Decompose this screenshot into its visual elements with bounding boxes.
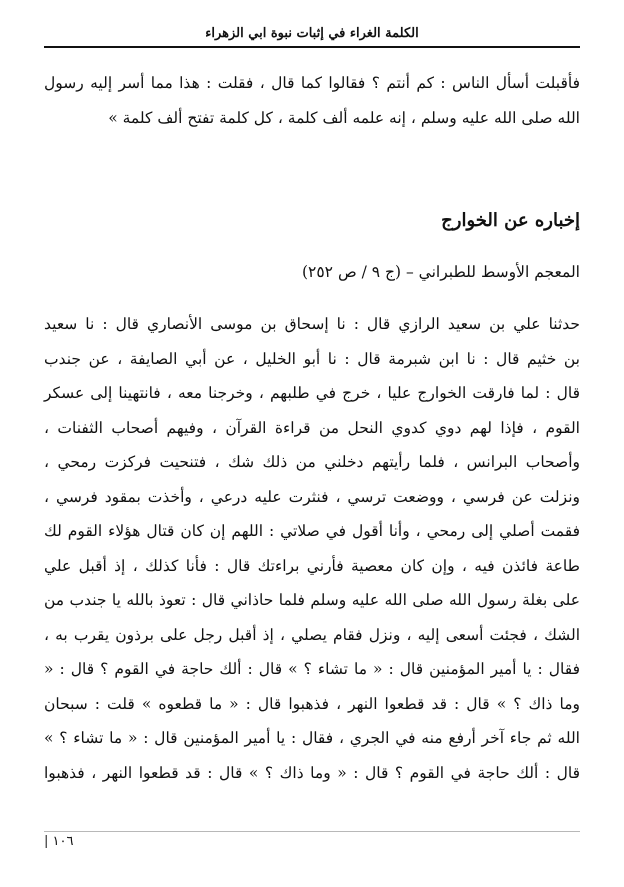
main-paragraph (44, 307, 580, 790)
text-line: حدثنا علي بن سعيد الرازي قال : نا إسحاق بن موسى الأنصاري قال : نا سعيد (44, 315, 580, 333)
source-reference: المعجم الأوسط للطبراني – (ج ٩ / ص ٢٥٢) (301, 263, 580, 281)
text-line: فقال : يا أمير المؤمنين قال : « ما تشاء ؟ » قال : ألك حاجة في القوم ؟ قال : « (44, 660, 580, 678)
text-line: الشك ، فجئت أسعى إليه ، ونزل فقام يصلي ، إذ أقبل رجل على برذون يقرب به ، (44, 625, 580, 644)
text-line: ونزلت عن فرسي ، ووضعت ترسي ، فنثرت عليه درعي ، وأخذت بمقود فرسي ، (44, 487, 581, 506)
section-heading: إخباره عن الخوارج (441, 210, 580, 231)
running-header: الكلمة الغراء في إثبات نبوة ابي الزهراء (205, 26, 419, 41)
text-line: وأصحاب البرانس ، فلما رأيتهم دخلني من ذلك شك ، فتنحيت فركزت رمحي ، (44, 453, 580, 471)
text-line: الله ثم جاء آخر أرفع منه في الجري ، فقال : يا أمير المؤمنين قال : « ما تشاء ؟ » (44, 729, 580, 747)
text-line: فقمت أصلي إلى رمحي ، وأنا أقول في صلاتي : اللهم إن كان قتال هؤلاء القوم لك (44, 522, 580, 540)
text-line: طاعة فائذن فيه ، وإن كان معصية فأرني براءتك قال : فأنا كذلك ، إذ أقبل علي (44, 556, 580, 575)
text-line: الله صلى الله عليه وسلم ، إنه علمه ألف كلمة ، كل كلمة تفتح ألف كلمة » (108, 108, 580, 127)
text-line: قال : ألك حاجة في القوم ؟ قال : « وما ذاك ؟ » قال : قد قطعوا النهر ، فذهبوا (44, 763, 580, 782)
text-line: وما ذاك ؟ » قال : قد قطعوا النهر ، فذهبوا قال : « ما قطعوه » قلت : سبحان (44, 694, 580, 713)
intro-paragraph (44, 66, 580, 135)
page-number: ١٠٦ | (44, 834, 74, 849)
footer-rule (44, 831, 580, 832)
text-line: فأقبلت أسأل الناس : كم أنتم ؟ فقالوا كما قال ، فقلت : هذا مما أسر إليه رسول (44, 74, 580, 92)
text-line: القوم ، فإذا لهم دوي كدوي النحل من قراءة القرآن ، وفيهم أصحاب الثفنات ، (44, 418, 580, 437)
text-line: على بغلة رسول الله صلى الله عليه وسلم فلما حاذاني قال : تعوذ بالله يا جندب من (44, 591, 580, 609)
text-line: قال : لما فارقت الخوارج عليا ، خرج في طلبهم ، وخرجنا معه ، فانتهينا إلى عسكر (44, 384, 580, 402)
text-line: بن خثيم قال : نا ابن شبرمة قال : نا أبو الخليل ، عن أبي الصايفة ، عن جندب (44, 349, 580, 368)
header-rule (44, 46, 580, 48)
